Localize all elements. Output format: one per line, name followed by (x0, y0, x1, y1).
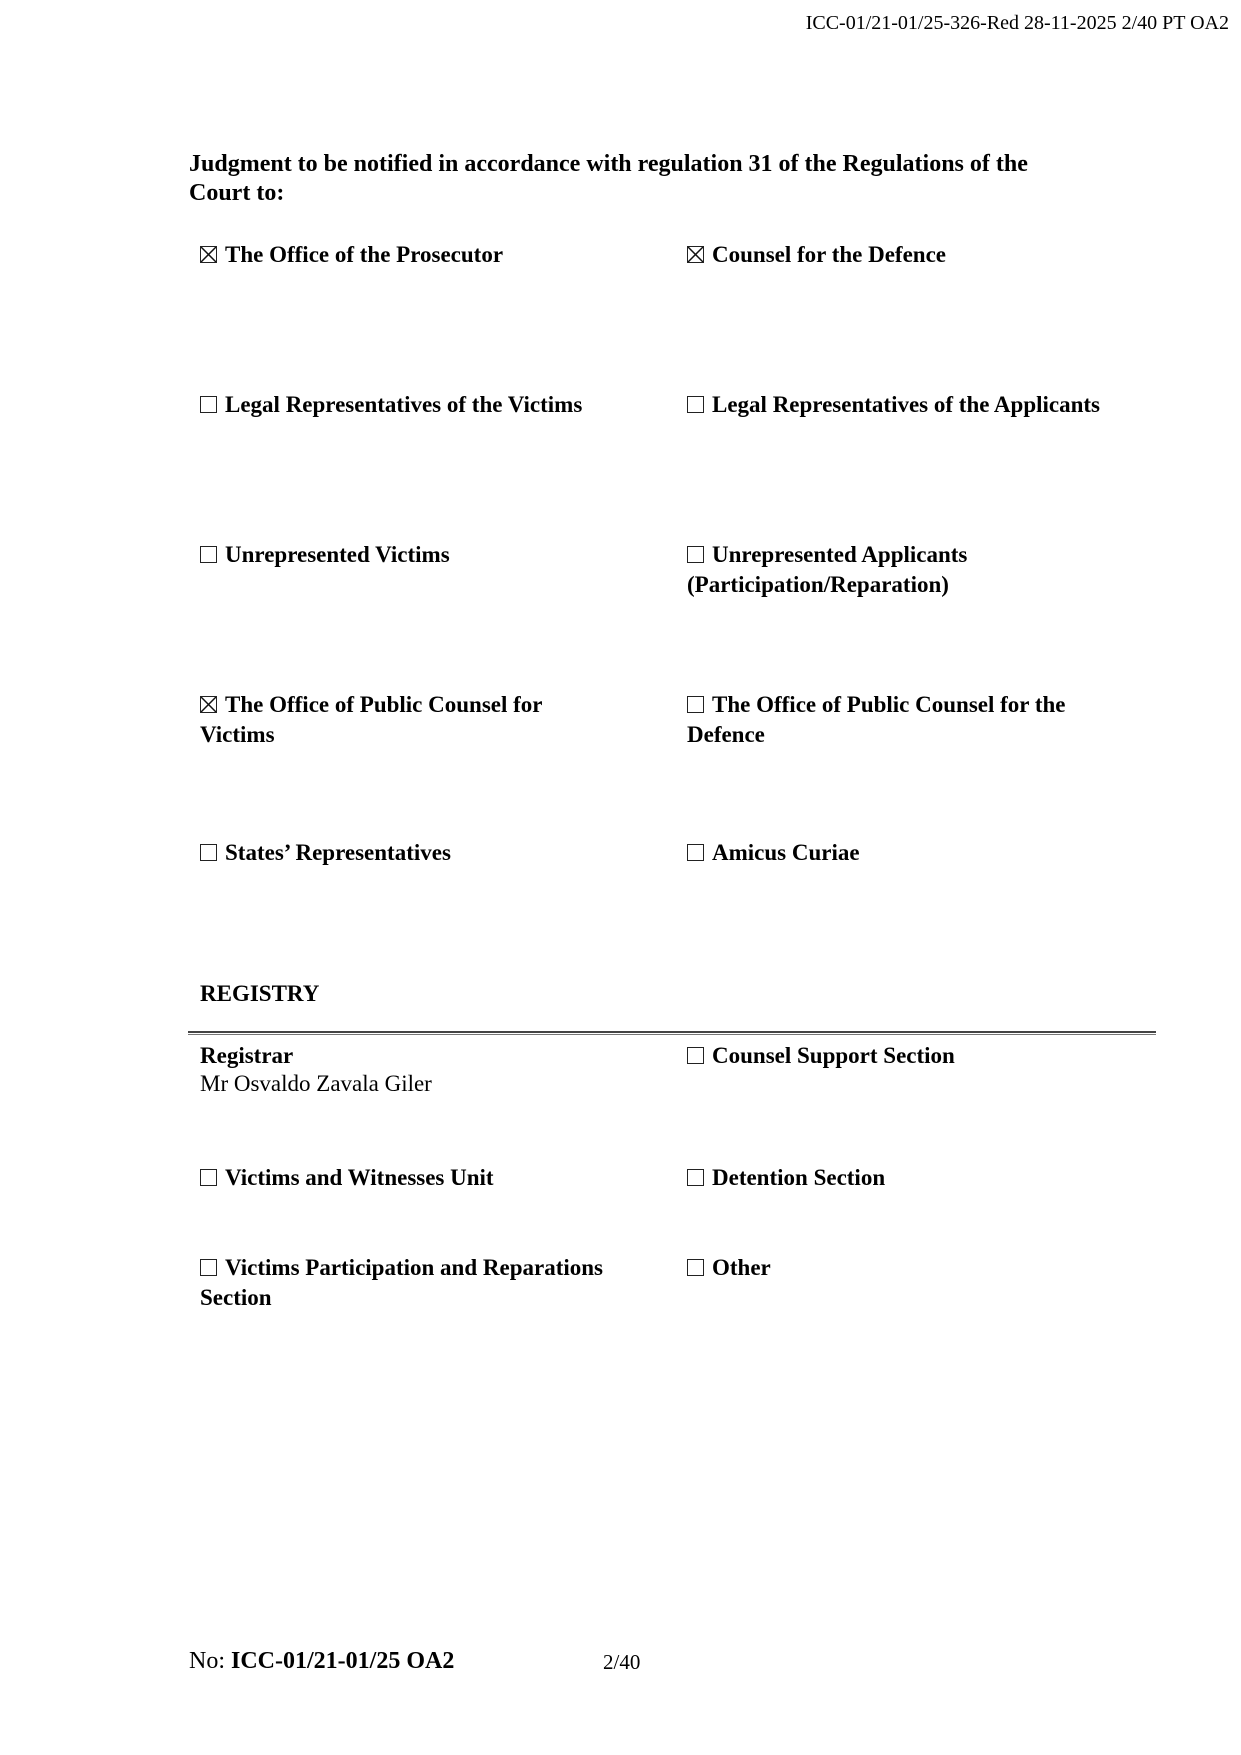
registry-counsel-support-section (687, 1041, 1207, 1071)
recipient-label: The Office of Public Counsel for the Defence (687, 692, 1066, 747)
registry-other (687, 1253, 1207, 1283)
registry-item-label: Detention Section (712, 1165, 886, 1190)
registrar-label: Registrar (200, 1043, 294, 1068)
document-reference-header: ICC-01/21-01/25-326-Red 28-11-2025 2/40 PT OA2 (805, 12, 1229, 34)
checkbox-icon[interactable] (687, 546, 704, 563)
recipient-label: States’ Representatives (225, 840, 451, 865)
recipient-office-of-prosecutor (200, 240, 660, 270)
footer-case-id: ICC-01/21-01/25 OA2 (231, 1648, 455, 1674)
registry-item-label: Victims Participation and Reparations Section (200, 1255, 603, 1310)
checkbox-icon[interactable] (200, 844, 217, 861)
recipient-label: Amicus Curiae (712, 840, 860, 865)
recipient-legal-reps-applicants (687, 390, 1207, 420)
recipient-label: Unrepresented Applicants (Participation/Reparation) (687, 542, 968, 597)
footer-page-number: 2/40 (603, 1650, 641, 1674)
recipient-opcd (687, 690, 1127, 750)
checkbox-icon[interactable] (687, 1259, 704, 1276)
checkbox-checked-icon[interactable] (200, 696, 217, 713)
registry-item-label: Victims and Witnesses Unit (225, 1165, 494, 1190)
checkbox-checked-icon[interactable] (687, 246, 704, 263)
checkbox-icon[interactable] (200, 1259, 217, 1276)
checkbox-icon[interactable] (687, 396, 704, 413)
registry-detention-section (687, 1163, 1207, 1193)
recipient-label: The Office of Public Counsel for Victims (200, 692, 543, 747)
recipient-label: Legal Representatives of the Applicants (712, 392, 1101, 417)
recipient-legal-reps-victims (200, 390, 660, 420)
recipient-states-representatives (200, 838, 660, 868)
checkbox-icon[interactable] (200, 1169, 217, 1186)
recipient-opcv (200, 690, 600, 750)
recipient-amicus-curiae (687, 838, 1207, 868)
registry-divider (188, 1031, 1156, 1035)
heading-line-2: Court to: (189, 180, 285, 206)
footer-case-number (189, 1648, 454, 1675)
checkbox-icon[interactable] (687, 1047, 704, 1064)
checkbox-checked-icon[interactable] (200, 246, 217, 263)
checkbox-icon[interactable] (687, 696, 704, 713)
registrar-name: Mr Osvaldo Zavala Giler (200, 1071, 432, 1096)
recipient-counsel-for-defence (687, 240, 1207, 270)
checkbox-icon[interactable] (200, 396, 217, 413)
registry-item-label: Other (712, 1255, 771, 1280)
recipient-label: The Office of the Prosecutor (225, 242, 504, 267)
recipient-unrepresented-applicants (687, 540, 1017, 600)
registry-vprs (200, 1253, 670, 1313)
checkbox-icon[interactable] (200, 546, 217, 563)
recipient-unrepresented-victims (200, 540, 660, 570)
checkbox-icon[interactable] (687, 1169, 704, 1186)
recipient-label: Legal Representatives of the Victims (225, 392, 583, 417)
registry-heading: REGISTRY (200, 981, 320, 1006)
recipient-label: Unrepresented Victims (225, 542, 450, 567)
registry-victims-witnesses-unit (200, 1163, 660, 1193)
footer-prefix: No: (189, 1648, 231, 1674)
registry-item-label: Counsel Support Section (712, 1043, 955, 1068)
heading-line-1: Judgment to be notified in accordance with regulation 31 of the Regulations of the (189, 151, 1028, 177)
recipient-label: Counsel for the Defence (712, 242, 946, 267)
checkbox-icon[interactable] (687, 844, 704, 861)
